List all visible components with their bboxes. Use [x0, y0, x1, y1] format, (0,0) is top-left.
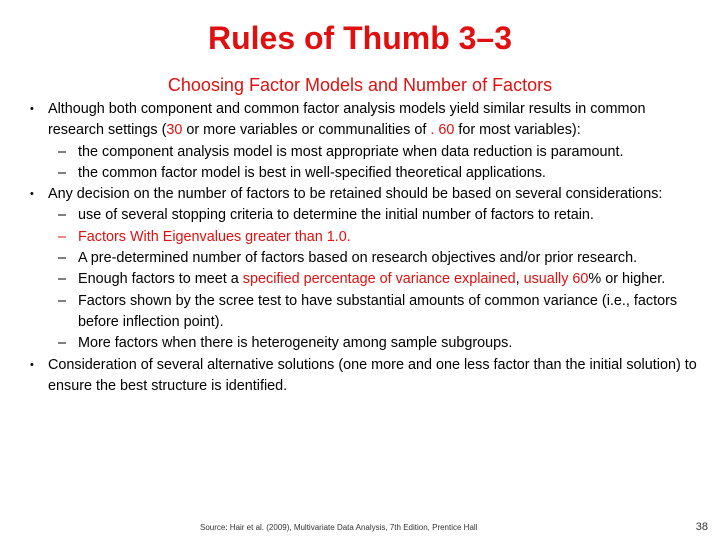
- text-run: or higher.: [601, 271, 666, 288]
- slide-subtitle: Choosing Factor Models and Number of Factors: [167, 75, 553, 95]
- highlight-number: . 60: [430, 122, 455, 139]
- sub-bullet-text: A pre-determined number of factors based on research objectives and/or prior research.: [78, 250, 638, 267]
- sub-bullet-text: [78, 229, 351, 245]
- text-run: Factors With Eigenvalues greater than: [78, 228, 327, 245]
- highlight-number: 60: [572, 271, 589, 288]
- source-footer: Source: Hair et al. (2009), Multivariate Data Analysis, 7th Edition, Prentice Hall: [200, 523, 478, 532]
- dash-marker: –: [58, 292, 67, 309]
- text-run: %: [588, 271, 602, 288]
- bullet-marker: •: [30, 358, 34, 371]
- highlight-text: usually: [523, 271, 573, 288]
- bullet-marker: •: [30, 188, 34, 201]
- sub-bullet-text: [78, 271, 665, 287]
- page-number: 38: [695, 521, 708, 533]
- bullet-marker: •: [30, 103, 34, 115]
- sub-bullet-item: [30, 227, 700, 248]
- text-run: or more variables or communalities of: [182, 122, 431, 139]
- bullet-text: Consideration of several alternative solutions (one more and one less factor than the initial solution) to ensure the best structure is identified.: [48, 356, 697, 394]
- sub-bullet-item: [30, 163, 700, 184]
- sub-bullet-item: [30, 333, 700, 354]
- sub-bullet-text: Factors shown by the scree test to have substantial amounts of common variance (i.e., factors before inflection point).: [78, 292, 678, 330]
- bullet-text: [48, 101, 646, 138]
- bullet-item: [30, 184, 700, 205]
- bullet-item: [30, 355, 700, 398]
- dash-marker: –: [58, 271, 67, 288]
- dash-marker: –: [58, 250, 67, 267]
- sub-bullet-text: use of several stopping criteria to determine the initial number of factors to retain.: [78, 207, 594, 224]
- text-run: Enough factors to meet a: [78, 271, 243, 288]
- text-run: ,: [515, 271, 524, 288]
- sub-bullet-item: [30, 291, 700, 334]
- bullet-text: Any decision on the number of factors to be retained should be based on several considerations:: [48, 186, 663, 203]
- sub-bullet-text: the component analysis model is most appropriate when data reduction is paramount.: [78, 143, 624, 160]
- dash-marker: –: [58, 207, 67, 224]
- highlight-number: 30: [166, 122, 183, 139]
- slide-body: [30, 99, 700, 397]
- bullet-item: [30, 99, 700, 142]
- slide-title: Rules of Thumb 3–3: [207, 20, 513, 56]
- sub-bullet-item: [30, 205, 700, 226]
- text-run: Although both component and common factor analysis models yield similar results in common research settings (: [48, 101, 646, 139]
- dash-marker: –: [58, 228, 67, 245]
- highlight-number: 1.0: [326, 228, 347, 245]
- text-run: .: [346, 228, 351, 245]
- sub-bullet-item: [30, 269, 700, 290]
- dash-marker: –: [58, 143, 67, 160]
- dash-marker: –: [58, 335, 67, 352]
- dash-marker: –: [58, 164, 67, 181]
- sub-bullet-item: [30, 248, 700, 269]
- sub-bullet-text: the common factor model is best in well-specified theoretical applications.: [78, 164, 546, 181]
- text-run: for most variables):: [454, 122, 581, 139]
- highlight-text: specified percentage of variance explained: [242, 271, 516, 288]
- sub-bullet-item: [30, 142, 700, 163]
- sub-bullet-text: More factors when there is heterogeneity among sample subgroups.: [78, 335, 513, 352]
